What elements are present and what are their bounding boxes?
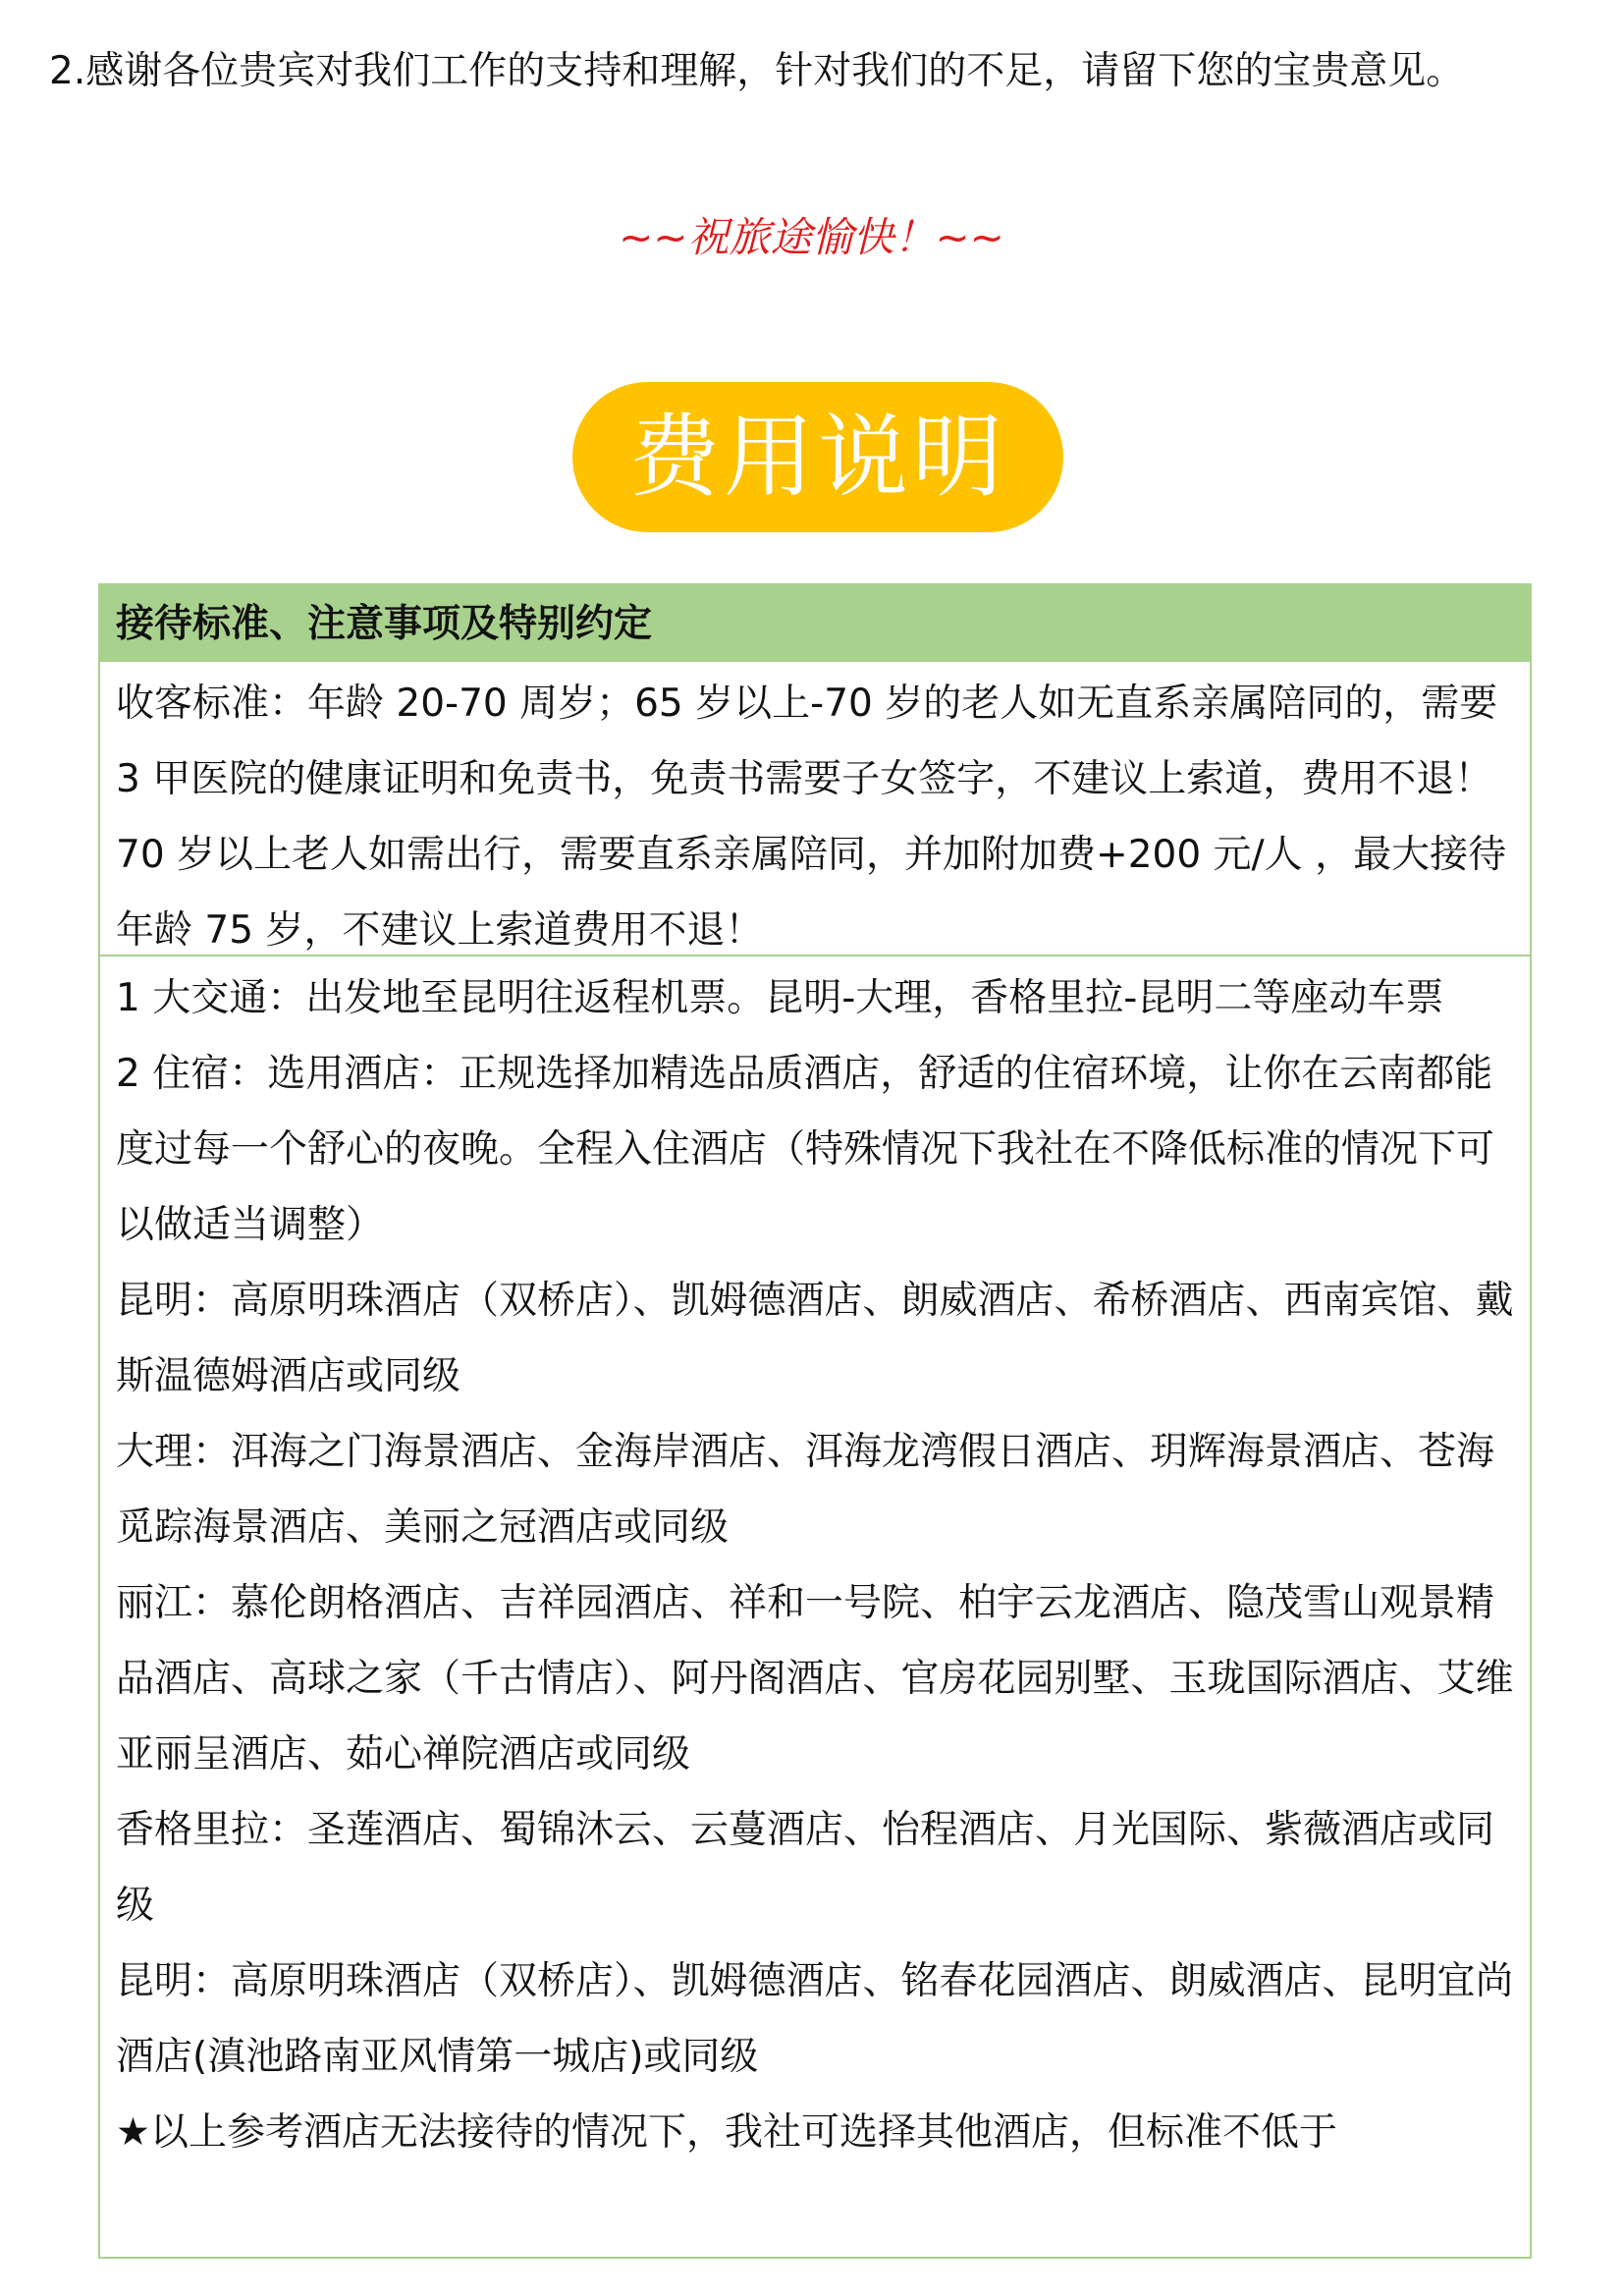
guest-standard-text: 收客标准：年龄 20-70 周岁；65 岁以上-70 岁的老人如无直系亲属陪同的，需要 3 甲医院的健康证明和免责书，免责书需要子女签字，不建议上索道，费用不退！70 岁以上老人如需出行，需要直系亲属陪同，并加附加费+200 元/人 ，最大接待年龄 75 岁，不建议上索道费用不退！	[116, 682, 1507, 953]
fee-table	[98, 583, 1532, 2259]
travel-wish: ~~祝旅途愉快！~~	[619, 213, 1004, 261]
guest-standard-cell	[100, 662, 1530, 957]
hotel-substitution-note: ★以上参考酒店无法接待的情况下，我社可选择其他酒店，但标准不低于	[116, 2110, 1337, 2155]
hotel-list-dali: 大理：洱海之门海景酒店、金海岸酒店、洱海龙湾假日酒店、玥辉海景酒店、苍海觅踪海景酒店、美丽之冠酒店或同级	[116, 1430, 1495, 1550]
closing-note: 2.感谢各位贵宾对我们工作的支持和理解，针对我们的不足，请留下您的宝贵意见。	[49, 49, 1465, 93]
hotel-list-kunming-return: 昆明：高原明珠酒店（双桥店）、凯姆德酒店、铭春花园酒店、朗威酒店、昆明宜尚酒店(滇池路南亚风情第一城店)或同级	[116, 1959, 1514, 2079]
accommodation-item: 2 住宿：选用酒店：正规选择加精选品质酒店，舒适的住宿环境，让你在云南都能度过每一个舒心的夜晚。全程入住酒店（特殊情况下我社在不降低标准的情况下可以做适当调整）	[116, 1052, 1495, 1247]
transport-item: 1 大交通：出发地至昆明往返程机票。昆明-大理，香格里拉-昆明二等座动车票	[116, 976, 1444, 1020]
fee-table-header: 接待标准、注意事项及特别约定	[100, 585, 1530, 662]
hotel-list-kunming: 昆明：高原明珠酒店（双桥店）、凯姆德酒店、朗威酒店、希桥酒店、西南宾馆、戴斯温德姆酒店或同级	[116, 1279, 1514, 1398]
hotel-list-lijiang: 丽江：慕伦朗格酒店、吉祥园酒店、祥和一号院、柏宇云龙酒店、隐茂雪山观景精品酒店、高球之家（千古情店）、阿丹阁酒店、官房花园别墅、玉珑国际酒店、艾维亚丽呈酒店、茹心禅院酒店或同级	[116, 1581, 1514, 1777]
section-title-badge: 费用说明	[572, 382, 1063, 532]
inclusions-cell	[100, 957, 1530, 2170]
hotel-list-shangri-la: 香格里拉：圣莲酒店、蜀锦沐云、云蔓酒店、怡程酒店、月光国际、紫薇酒店或同级	[116, 1808, 1495, 1928]
